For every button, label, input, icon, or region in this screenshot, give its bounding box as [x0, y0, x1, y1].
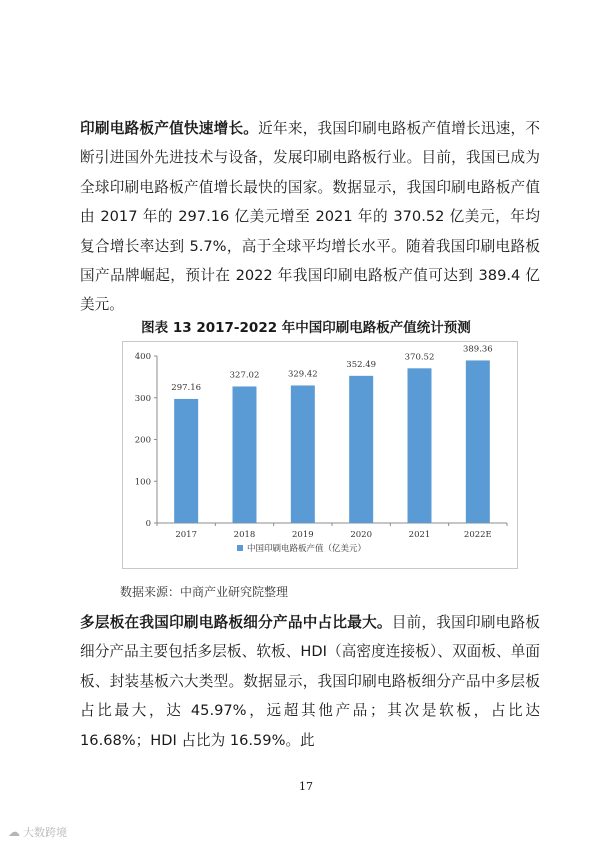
data-label: 389.36	[462, 344, 493, 355]
x-tick-label: 2019	[292, 530, 314, 540]
bar	[291, 385, 315, 523]
data-source-note: 数据来源：中商产业研究院整理	[120, 585, 289, 599]
bar	[408, 368, 432, 523]
y-tick-label: 200	[134, 435, 151, 446]
x-tick-label: 2018	[233, 530, 256, 540]
watermark-text: 大数跨境	[23, 826, 67, 839]
bar-chart-canvas	[123, 342, 519, 570]
x-tick-label: 2022E	[463, 530, 492, 540]
bar	[349, 376, 373, 523]
data-label: 297.16	[171, 382, 202, 393]
bar-chart	[122, 341, 518, 569]
legend-label: 中国印刷电路板产值（亿美元）	[247, 544, 367, 554]
bar	[466, 360, 490, 523]
y-tick-label: 0	[145, 519, 151, 529]
data-label: 370.52	[404, 352, 435, 363]
paragraph-body: 目前，我国印刷电路板细分产品主要包括多层板、软板、HDI（高密度连接板）、双面板、单面板、封装基板六大类型。数据显示，我国印刷电路板细分产品中多层板占比最大，达 45.97%，远超其他产品；其次是软板，占比达 16.68%；HDI 占比为 16.59%。此	[80, 614, 540, 749]
paragraph-lead: 印刷电路板产值快速增长。	[80, 120, 259, 137]
bar	[233, 386, 257, 523]
bar	[174, 399, 198, 523]
legend-swatch	[237, 545, 243, 551]
data-label: 352.49	[346, 359, 377, 370]
y-tick-label: 100	[134, 477, 151, 488]
y-tick-label: 300	[134, 393, 151, 404]
watermark-logo-icon: ☁	[8, 825, 20, 839]
x-tick-label: 2021	[408, 530, 431, 540]
y-tick-label: 400	[134, 352, 151, 362]
figure-caption: 图表 13 2017-2022 年中国印刷电路板产值统计预测	[141, 320, 471, 336]
watermark	[8, 824, 67, 840]
page-number: 17	[299, 780, 313, 793]
data-label: 329.42	[287, 369, 318, 380]
x-tick-label: 2017	[175, 530, 197, 540]
data-label: 327.02	[229, 370, 260, 381]
paragraph-body: 近年来，我国印刷电路板产值增长迅速，不断引进国外先进技术与设备，发展印刷电路板行业。目前，我国已成为全球印刷电路板产值增长最快的国家。数据显示，我国印刷电路板产值由 2017 年的 297.16 亿美元增至 2021 年的 370.52 亿美元，年均复合增长率达到 5.7%，高于全球平均增长水平。随着我国印刷电路板国产品牌崛起，预计在 2022 年我国印刷电路板产值可达到 389.4 亿美元。	[80, 120, 540, 314]
x-tick-label: 2020	[350, 530, 372, 540]
paragraph-lead: 多层板在我国印刷电路板细分产品中占比最大。	[80, 614, 392, 631]
paragraph-pcb-output-growth	[80, 114, 540, 320]
paragraph-multilayer-share	[80, 608, 540, 755]
